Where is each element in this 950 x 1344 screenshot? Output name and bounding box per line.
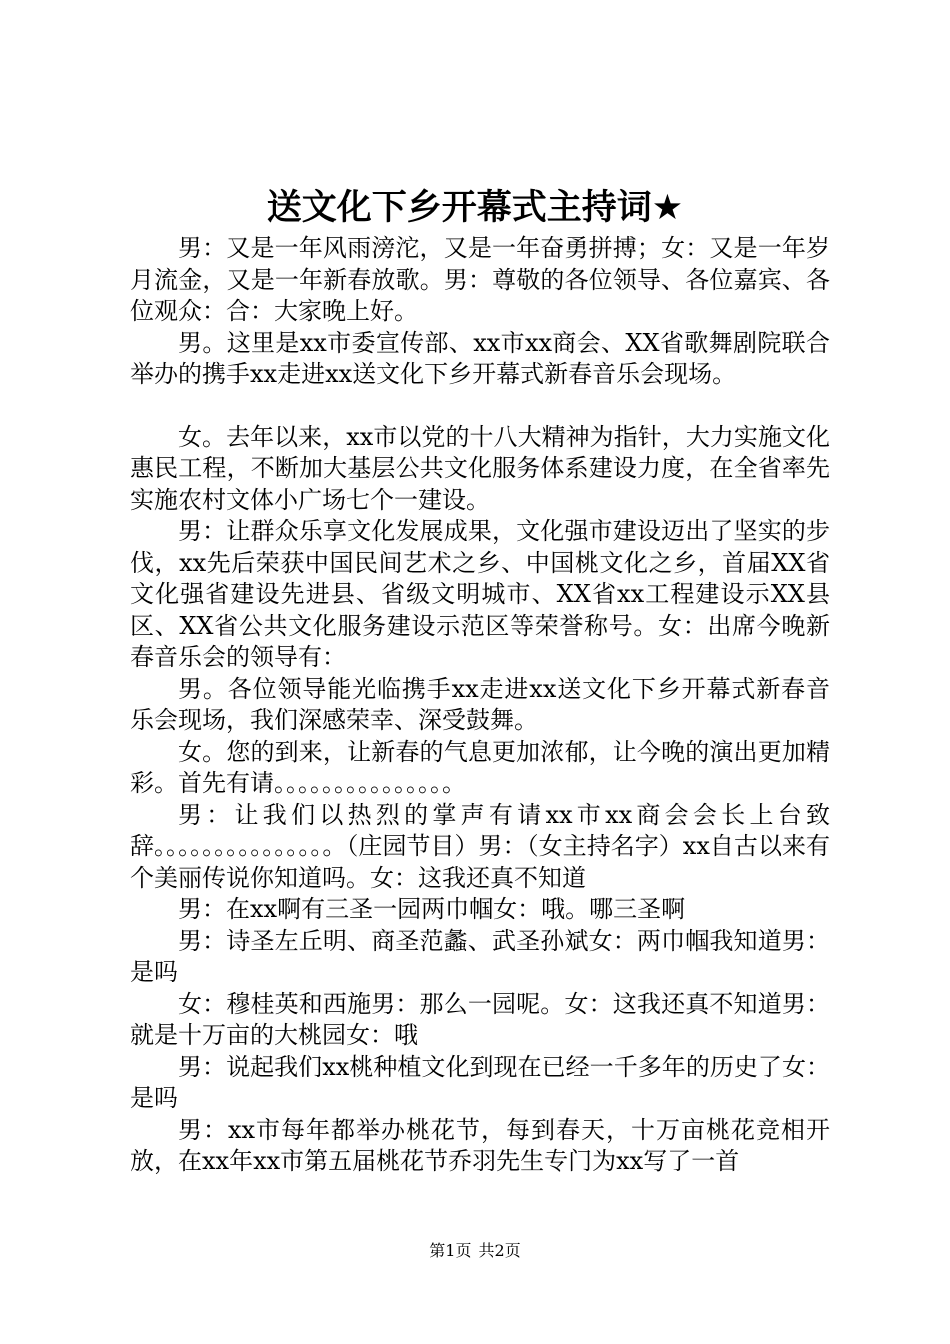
paragraph: 男。这里是xx市委宣传部、xx市xx商会、XX省歌舞剧院联合举办的携手xx走进xx送文化下乡开幕式新春音乐会现场。 [130, 328, 830, 388]
paragraph: 男：让群众乐享文化发展成果，文化强市建设迈出了坚实的步伐，xx先后荣获中国民间艺术之乡、中国桃文化之乡，首届XX省文化强省建设先进县、省级文明城市、XX省xx工程建设示XX县区、XX省公共文化服务建设示范区等荣誉称号。女：出席今晚新春音乐会的领导有： [130, 517, 830, 671]
paragraph: 男：让我们以热烈的掌声有请xx市xx商会会长上台致辞。。。。。。。。。。。。。。。（庄园节目）男：（女主持名字）xx自古以来有个美丽传说你知道吗。女：这我还真不知道 [130, 800, 830, 892]
document-title: 送文化下乡开幕式主持词★ [266, 188, 684, 228]
paragraph: 男：诗圣左丘明、商圣范蠡、武圣孙斌女：两巾帼我知道男：是吗 [130, 926, 830, 986]
paragraph: 男：xx市每年都举办桃花节，每到春天，十万亩桃花竞相开放，在xx年xx市第五届桃花节乔羽先生专门为xx写了一首 [130, 1115, 830, 1175]
document-body [130, 233, 830, 1178]
paragraph: 男。各位领导能光临携手xx走进xx送文化下乡开幕式新春音乐会现场，我们深感荣幸、深受鼓舞。 [130, 674, 830, 734]
paragraph: 女。您的到来，让新春的气息更加浓郁，让今晚的演出更加精彩。首先有请。。。。。。。。。。。。。。。 [130, 737, 830, 797]
paragraph: 男：在xx啊有三圣一园两巾帼女：哦。哪三圣啊 [178, 895, 686, 923]
page-total: 共2页 [478, 1241, 521, 1260]
paragraph: 男：说起我们xx桃种植文化到现在已经一千多年的历史了女：是吗 [130, 1052, 830, 1112]
page-number: 第1页 [429, 1241, 472, 1260]
paragraph: 女。去年以来，xx市以党的十八大精神为指针，大力实施文化惠民工程，不断加大基层公共文化服务体系建设力度，在全省率先实施农村文体小广场七个一建设。 [130, 422, 830, 514]
paragraph: 男：又是一年风雨滂沱，又是一年奋勇拼搏；女：又是一年岁月流金，又是一年新春放歌。男：尊敬的各位领导、各位嘉宾、各位观众：合：大家晚上好。 [130, 234, 830, 325]
page-footer [0, 1241, 950, 1261]
paragraph: 女：穆桂英和西施男：那么一园呢。女：这我还真不知道男：就是十万亩的大桃园女：哦 [130, 989, 830, 1049]
